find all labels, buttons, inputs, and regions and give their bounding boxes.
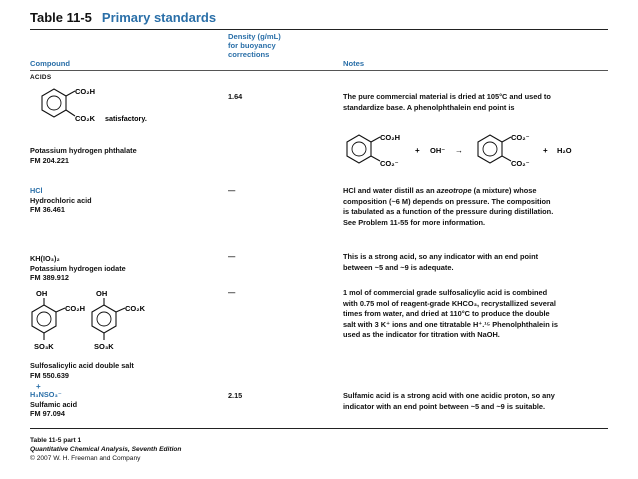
sulfosalicylic-density: — bbox=[228, 288, 236, 297]
sulfamic-fm: FM 97.094 bbox=[30, 409, 65, 418]
khp-structure bbox=[28, 84, 168, 132]
sulfosalicylic-note-line5: used as the indicator for titration with NaOH. bbox=[343, 330, 500, 339]
table-number: Table 11-5 bbox=[30, 10, 92, 25]
s2-bottom: SO₃K bbox=[94, 342, 114, 351]
sulfosalicylic-note-line2: with 0.75 mol of reagent-grade KHCO₃, recrystallized several bbox=[343, 298, 556, 308]
sulfosalicylic-compound bbox=[30, 361, 134, 380]
sulfamic-notes bbox=[343, 391, 608, 412]
category-label: ACIDS bbox=[30, 74, 52, 81]
table-caption: Primary standards bbox=[101, 10, 217, 25]
eq-water: H₂O bbox=[557, 146, 572, 155]
eq-a-bottom: CO₂⁻ bbox=[380, 159, 399, 168]
sulfamic-note-line2: indicator with an end point between ~5 and ~9 is suitable. bbox=[343, 401, 546, 411]
hcl-note-line1 bbox=[343, 186, 608, 197]
footer-part: Table 11-5 part 1 bbox=[30, 437, 82, 444]
khp-co2k-label: CO₂K bbox=[75, 114, 95, 123]
s1-bottom: SO₃K bbox=[34, 342, 54, 351]
khio3-note-line1: This is a strong acid, so any indicator with an end point bbox=[343, 252, 539, 261]
bottom-rule bbox=[30, 428, 608, 429]
eq-arrow: → bbox=[455, 146, 463, 155]
header-rule bbox=[30, 70, 608, 71]
sulfosalicylic-note-line4: salt with 3 K⁺ ions and one titratable H⁺.¹⁵ Phenolphthalein is bbox=[343, 319, 558, 329]
hcl-compound bbox=[30, 186, 92, 215]
hcl-note-line2: composition (~6 M) depends on pressure. The composition bbox=[343, 196, 551, 206]
khio3-name: Potassium hydrogen iodate bbox=[30, 263, 126, 273]
footer-book: Quantitative Chemical Analysis, Seventh Edition bbox=[30, 446, 182, 453]
hcl-note-azeotrope: azeotrope bbox=[436, 186, 472, 195]
header-compound: Compound bbox=[30, 59, 71, 68]
hcl-note-post: (a mixture) whose bbox=[473, 186, 537, 195]
footer bbox=[30, 436, 181, 463]
khio3-notes bbox=[343, 252, 608, 273]
top-rule bbox=[30, 29, 608, 30]
header-density-line2: for buoyancy bbox=[228, 41, 276, 50]
s1-side: CO₂H bbox=[65, 304, 85, 313]
hcl-note-line3: is tabulated as a function of the pressure during distillation. bbox=[343, 207, 554, 216]
khp-name bbox=[30, 146, 137, 165]
eq-a-top: CO₂H bbox=[380, 133, 400, 142]
hcl-notes bbox=[343, 186, 608, 228]
eq-plus2: + bbox=[543, 146, 548, 155]
sulfamic-formula: H₃NSO₃⁻ bbox=[30, 390, 62, 399]
khio3-density: — bbox=[228, 252, 236, 261]
khio3-fm: FM 389.912 bbox=[30, 273, 69, 282]
sulfosalicylic-fm: FM 550.639 bbox=[30, 370, 69, 380]
khp-note-line1: The pure commercial material is dried at 105°C and used to bbox=[343, 92, 551, 101]
header-density bbox=[228, 32, 281, 59]
hcl-fm: FM 36.461 bbox=[30, 205, 65, 214]
header-density-line1: Density (g/mL) bbox=[228, 32, 281, 41]
eq-b-bottom: CO₂⁻ bbox=[511, 159, 530, 168]
sulfamic-name: Sulfamic acid bbox=[30, 399, 78, 409]
eq-oh: OH⁻ bbox=[430, 146, 446, 155]
sulfamic-compound bbox=[30, 384, 77, 419]
sulfosalicylic-note-line1: 1 mol of commercial grade sulfosalicylic acid is combined bbox=[343, 288, 548, 297]
khp-note-line2: standardize base. A phenolphthalein end point is bbox=[343, 102, 515, 112]
khp-fm: FM 204.221 bbox=[30, 155, 69, 165]
eq-plus1: + bbox=[415, 146, 420, 155]
khio3-formula: KH(IO₃)₂ bbox=[30, 254, 60, 263]
sulfamic-charge: + bbox=[36, 382, 41, 391]
khp-co2h-label: CO₂H bbox=[75, 87, 95, 96]
sulfosalicylic-note-line3: times from water, and dried at 110°C to produce the double bbox=[343, 309, 550, 318]
khp-name-text: Potassium hydrogen phthalate bbox=[30, 146, 137, 155]
s2-side: CO₂K bbox=[125, 304, 145, 313]
khio3-note-line2: between ~5 and ~9 is adequate. bbox=[343, 262, 454, 272]
sulfosalicylic-structure bbox=[28, 287, 198, 355]
khp-satisfactory: satisfactory. bbox=[105, 114, 147, 123]
hcl-note-line4: See Problem 11-55 for more information. bbox=[343, 217, 486, 227]
khio3-compound bbox=[30, 254, 126, 283]
table-title bbox=[30, 10, 216, 25]
hcl-note-pre: HCl and water distill as an bbox=[343, 186, 435, 195]
s2-oh: OH bbox=[96, 289, 108, 298]
khp-equation bbox=[343, 128, 605, 178]
khp-notes bbox=[343, 92, 608, 113]
category-acids bbox=[30, 74, 51, 81]
khp-density: 1.64 bbox=[228, 92, 243, 101]
sulfamic-density: 2.15 bbox=[228, 391, 243, 400]
hcl-formula: HCl bbox=[30, 186, 43, 195]
eq-b-top: CO₂⁻ bbox=[511, 133, 530, 142]
sulfamic-note-line1: Sulfamic acid is a strong acid with one acidic proton, so any bbox=[343, 391, 555, 400]
sulfosalicylic-name: Sulfosalicylic acid double salt bbox=[30, 361, 134, 370]
header-density-line3: corrections bbox=[228, 50, 270, 59]
sulfosalicylic-notes bbox=[343, 288, 608, 341]
s1-oh: OH bbox=[36, 289, 48, 298]
hcl-name: Hydrochloric acid bbox=[30, 195, 92, 205]
footer-copyright: © 2007 W. H. Freeman and Company bbox=[30, 455, 141, 462]
header-notes: Notes bbox=[343, 59, 365, 68]
hcl-density: — bbox=[228, 186, 236, 195]
